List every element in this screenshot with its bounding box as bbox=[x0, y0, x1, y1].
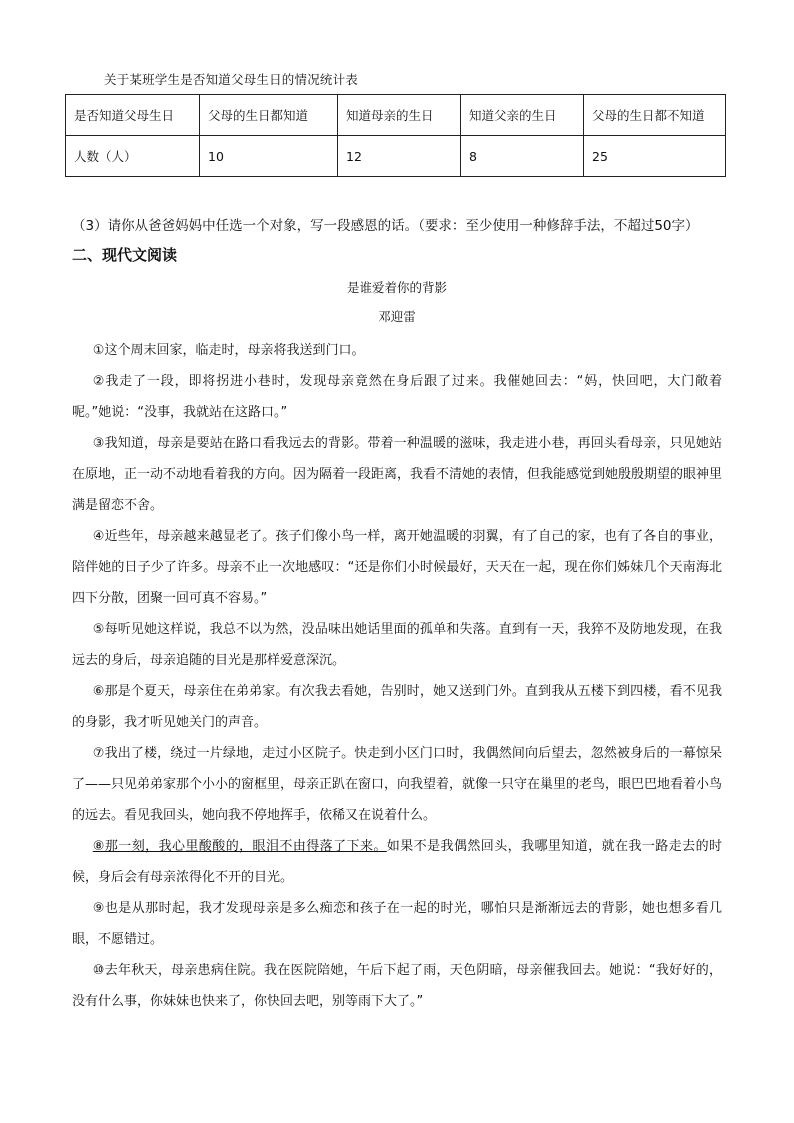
article-paragraph-1: ①这个周末回家，临走时，母亲将我送到门口。 bbox=[92, 343, 365, 358]
table-caption: 关于某班学生是否知道父母生日的情况统计表 bbox=[104, 72, 359, 87]
article-paragraph-8 bbox=[72, 831, 722, 893]
article-title: 是谁爱着你的背影 bbox=[346, 280, 447, 295]
table-cell: 人数（人） bbox=[66, 136, 200, 177]
table-cell: 10 bbox=[200, 136, 338, 177]
article-paragraph-2: ②我走了一段，即将拐进小巷时，发现母亲竟然在身后跟了过来。我催她回去：“妈，快回吧，大门敞着呢。”她说：“没事，我就站在这路口。” bbox=[72, 374, 722, 420]
table-header-cell: 父母的生日都知道 bbox=[200, 95, 338, 136]
question-3: （3）请你从爸爸妈妈中任选一个对象，写一段感恩的话。（要求：至少使用一种修辞手法，不超过50字） bbox=[72, 218, 699, 234]
paragraph-8-rest: 如果不是我偶然回头，我哪里知道，就在我一路走去的时候，身后会有母亲浓得化不开的目光。 bbox=[72, 839, 722, 885]
table-header-row bbox=[66, 95, 726, 136]
article-paragraph-10: ⑩去年秋天，母亲患病住院。我在医院陪她，午后下起了雨，天色阴暗，母亲催我回去。她说：“我好好的，没有什么事，你妹妹也快来了，你快回去吧，别等雨下大了。” bbox=[72, 963, 722, 1009]
table-row bbox=[66, 136, 726, 177]
birthday-stats-table bbox=[65, 94, 726, 177]
article-paragraph-4: ④近些年，母亲越来越显老了。孩子们像小鸟一样，离开她温暖的羽翼，有了自己的家，也有了各自的事业，陪伴她的日子少了许多。母亲不止一次地感叹：“还是你们小时候最好，天天在一起，现在你们姊妹几个天南海北四下分散，团聚一回可真不容易。” bbox=[72, 529, 722, 606]
article-paragraph-5: ⑤每听见她这样说，我总不以为然，没品味出她话里面的孤单和失落。直到有一天，我猝不及防地发现，在我远去的身后，母亲追随的目光是那样爱意深沉。 bbox=[72, 622, 722, 668]
table-header-cell: 父母的生日都不知道 bbox=[584, 95, 726, 136]
table-cell: 8 bbox=[461, 136, 584, 177]
table-cell: 25 bbox=[584, 136, 726, 177]
table-cell: 12 bbox=[338, 136, 461, 177]
article-paragraph-7: ⑦我出了楼，绕过一片绿地，走过小区院子。快走到小区门口时，我偶然间向后望去，忽然被身后的一幕惊呆了——只见弟弟家那个小小的窗框里，母亲正趴在窗口，向我望着，就像一只守在巢里的老鸟，眼巴巴地看着小鸟的远去。看见我回头，她向我不停地挥手，依稀又在说着什么。 bbox=[72, 746, 723, 823]
table-header-cell: 知道父亲的生日 bbox=[461, 95, 584, 136]
article-paragraph-3: ③我知道，母亲是要站在路口看我远去的背影。带着一种温暖的滋味，我走进小巷，再回头看母亲，只见她站在原地，正一动不动地看着我的方向。因为隔着一段距离，我看不清她的表情，但我能感觉到她殷殷期望的眼神里满是留恋不舍。 bbox=[72, 436, 723, 513]
table-header-cell: 是否知道父母生日 bbox=[66, 95, 200, 136]
underlined-sentence: ⑧那一刻，我心里酸酸的，眼泪不由得落了下来。 bbox=[92, 839, 387, 854]
article-author: 邓迎雷 bbox=[378, 309, 416, 324]
article-paragraph-6: ⑥那是个夏天，母亲住在弟弟家。有次我去看她，告别时，她又送到门外。直到我从五楼下到四楼，看不见我的身影，我才听见她关门的声音。 bbox=[72, 684, 722, 730]
table-header-cell: 知道母亲的生日 bbox=[338, 95, 461, 136]
article-paragraph-9: ⑨也是从那时起，我才发现母亲是多么痴恋和孩子在一起的时光，哪怕只是渐渐远去的背影，她也想多看几眼，不愿错过。 bbox=[72, 901, 722, 947]
section-title: 二、现代文阅读 bbox=[72, 246, 178, 264]
